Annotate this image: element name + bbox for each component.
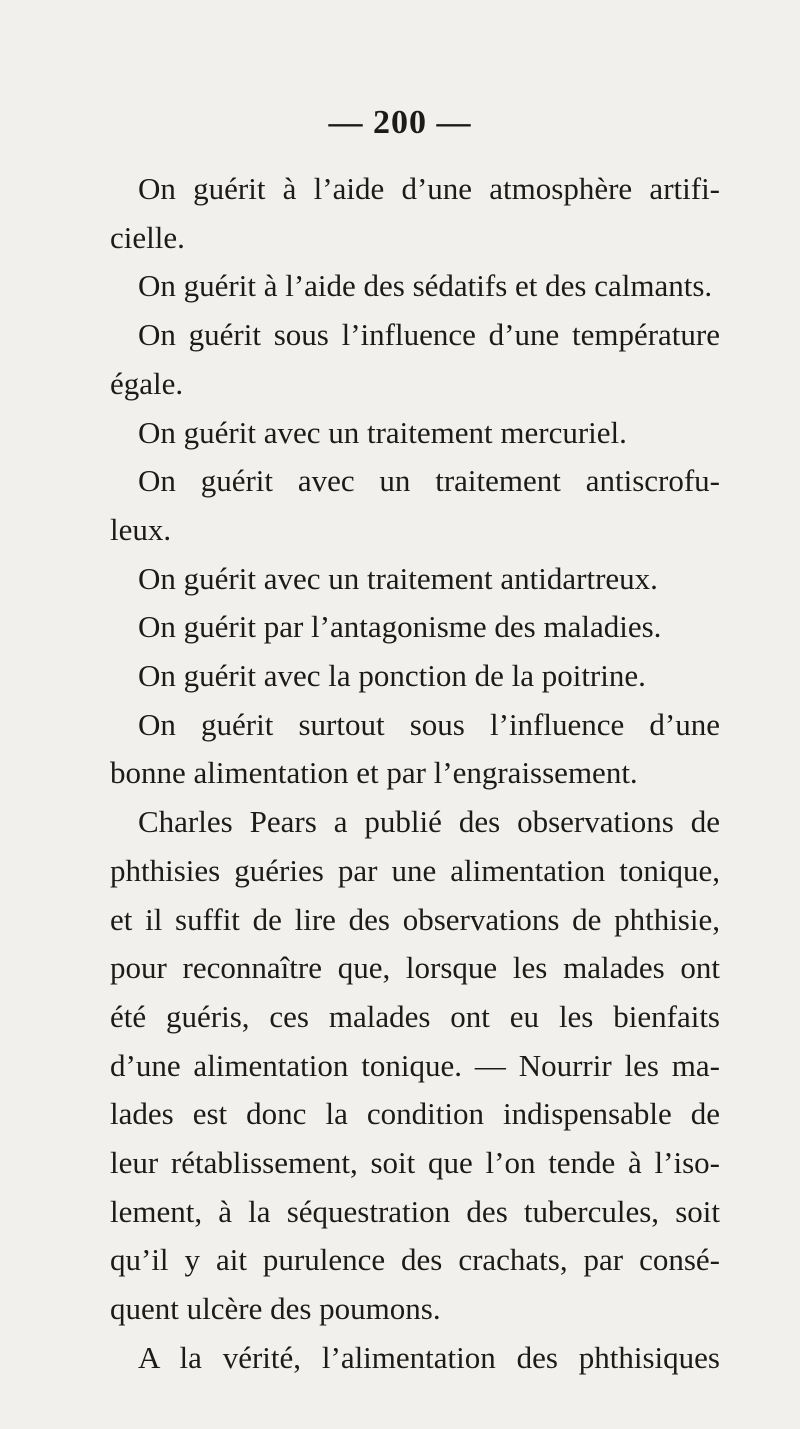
text-line: lement, à la séquestration des tubercules, soit xyxy=(110,1193,720,1229)
text-line: bonne alimentation et par l’engraissement. xyxy=(110,755,638,791)
text-line: lades est donc la condition indispensable de xyxy=(110,1096,720,1132)
page-number: — 200 — xyxy=(328,104,472,141)
text-line: d’une alimentation tonique. — Nourrir les ma- xyxy=(110,1047,720,1083)
text-line: A la vérité, l’alimentation des phthisiques xyxy=(138,1339,720,1375)
text-line: On guérit par l’antagonisme des maladies. xyxy=(138,609,662,645)
text-line: quent ulcère des poumons. xyxy=(110,1291,441,1327)
text-line: On guérit sous l’influence d’une température xyxy=(138,317,720,353)
text-line: On guérit surtout sous l’influence d’une xyxy=(138,706,720,742)
text-line: On guérit à l’aide des sédatifs et des calmants. xyxy=(138,268,713,304)
text-line: pour reconnaître que, lorsque les malades ont xyxy=(110,950,720,986)
text-line: et il suffit de lire des observations de phthisie, xyxy=(110,901,720,937)
text-line: On guérit avec la ponction de la poitrine. xyxy=(138,658,646,694)
text-line: leur rétablissement, soit que l’on tende à l’iso- xyxy=(110,1145,720,1181)
text-line: été guéris, ces malades ont eu les bienfaits xyxy=(110,998,720,1034)
text-line: égale. xyxy=(110,365,184,401)
text-line: Charles Pears a publié des observations de xyxy=(138,804,720,840)
text-line: On guérit avec un traitement antidartreux. xyxy=(138,560,658,596)
text-line: cielle. xyxy=(110,219,185,255)
text-line: On guérit avec un traitement antiscrofu- xyxy=(138,463,720,499)
text-line: qu’il y ait purulence des crachats, par consé- xyxy=(110,1242,720,1278)
text-line: On guérit à l’aide d’une atmosphère artifi- xyxy=(138,171,720,206)
text-line: phthisies guéries par une alimentation tonique, xyxy=(110,852,720,888)
text-line: On guérit avec un traitement mercuriel. xyxy=(138,414,627,450)
body-text xyxy=(110,165,720,1383)
text-line: leux. xyxy=(110,511,172,547)
